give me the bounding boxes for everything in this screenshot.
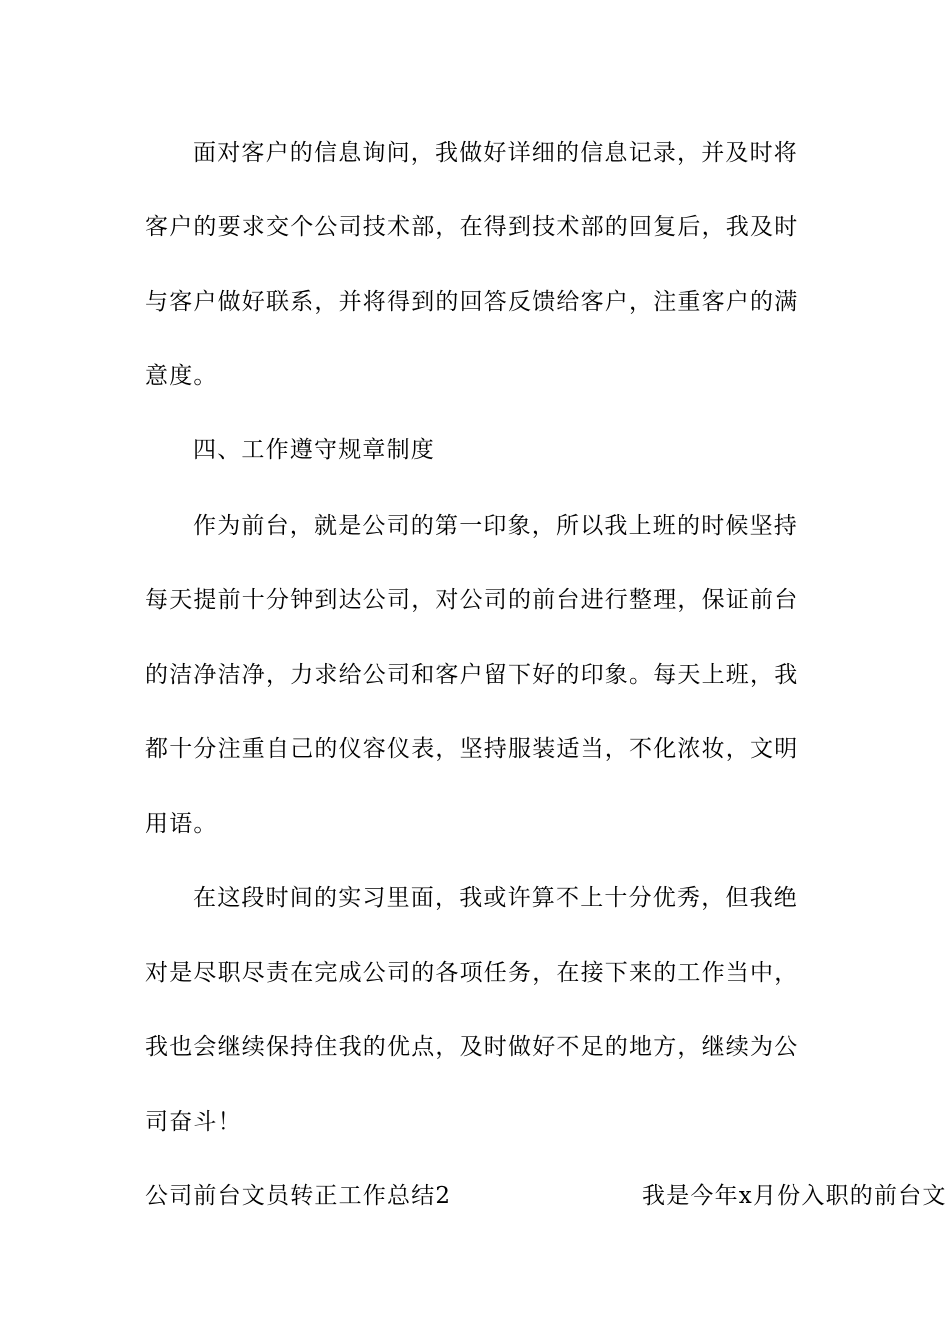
paragraph-line: 意度。: [145, 363, 218, 389]
paragraph-line: 对是尽职尽责在完成公司的各项任务，在接下来的工作当中，: [145, 960, 799, 986]
section-title-line: [145, 1176, 947, 1216]
paragraph-line: 每天提前十分钟到达公司，对公司的前台进行整理，保证前台: [145, 587, 799, 613]
paragraph-line: 我也会继续保持住我的优点，及时做好不足的地方，继续为公: [145, 1034, 799, 1060]
paragraph-line: 司奋斗！: [145, 1109, 242, 1135]
paragraph-line: 的洁净洁净，力求给公司和客户留下好的印象。每天上班，我: [145, 662, 799, 688]
paragraph-line: 在这段时间的实习里面，我或许算不上十分优秀，但我绝: [193, 885, 798, 911]
section-title-tail: 我是今年x月份入职的前台文: [642, 1183, 947, 1209]
paragraph-line: 作为前台，就是公司的第一印象，所以我上班的时候坚持: [193, 513, 798, 539]
section-heading: 四、工作遵守规章制度: [193, 437, 435, 463]
paragraph-line: 都十分注重自己的仪容仪表，坚持服装适当，不化浓妆，文明: [145, 736, 799, 762]
paragraph-line: 与客户做好联系，并将得到的回答反馈给客户，注重客户的满: [145, 289, 799, 315]
paragraph-line: 用语。: [145, 811, 218, 837]
section-title: 公司前台文员转正工作总结2: [145, 1183, 452, 1209]
paragraph-line: 客户的要求交个公司技术部，在得到技术部的回复后，我及时: [145, 214, 799, 240]
paragraph-line: 面对客户的信息询问，我做好详细的信息记录，并及时将: [193, 140, 798, 166]
